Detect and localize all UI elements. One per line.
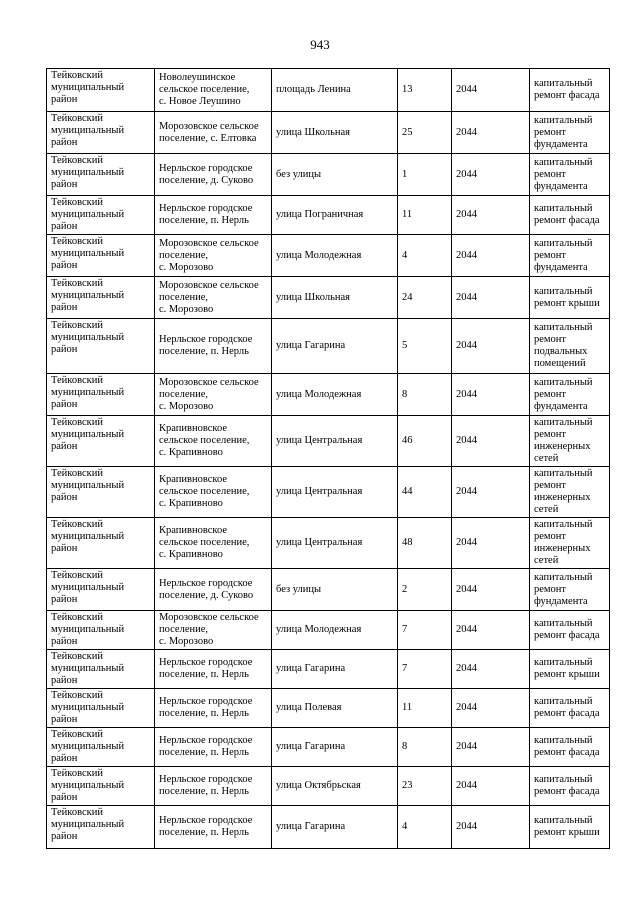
settlement-cell: Нерльское городское поселение, д. Суково: [155, 569, 272, 611]
work-type-cell: капитальный ремонт фундамента: [530, 112, 610, 154]
year-cell: 2044: [452, 154, 530, 196]
house-number-cell: 25: [398, 112, 452, 154]
settlement-cell: Морозовское сельское поселение, с. Морозово: [155, 374, 272, 416]
table-row: [47, 69, 610, 112]
year-cell: 2044: [452, 728, 530, 767]
street-cell: улица Гагарина: [272, 806, 398, 849]
house-number-cell: 23: [398, 767, 452, 806]
table-row: [47, 154, 610, 196]
settlement-cell: Крапивновское сельское поселение, с. Крапивново: [155, 518, 272, 569]
settlement-cell: Морозовское сельское поселение, с. Елтовка: [155, 112, 272, 154]
year-cell: 2044: [452, 196, 530, 235]
settlement-cell: Нерльское городское поселение, п. Нерль: [155, 319, 272, 374]
house-number-cell: 8: [398, 374, 452, 416]
work-type-cell: капитальный ремонт инженерных сетей: [530, 416, 610, 467]
table-row: [47, 806, 610, 849]
house-number-cell: 4: [398, 806, 452, 849]
year-cell: 2044: [452, 611, 530, 650]
street-cell: улица Гагарина: [272, 728, 398, 767]
work-type-cell: капитальный ремонт крыши: [530, 650, 610, 689]
settlement-cell: Морозовское сельское поселение, с. Морозово: [155, 235, 272, 277]
street-cell: улица Гагарина: [272, 319, 398, 374]
street-cell: улица Полевая: [272, 689, 398, 728]
work-type-cell: капитальный ремонт фасада: [530, 196, 610, 235]
table-row: [47, 689, 610, 728]
street-cell: улица Гагарина: [272, 650, 398, 689]
house-number-cell: 46: [398, 416, 452, 467]
work-type-cell: капитальный ремонт фундамента: [530, 154, 610, 196]
settlement-cell: Морозовское сельское поселение, с. Морозово: [155, 611, 272, 650]
settlement-cell: Нерльское городское поселение, п. Нерль: [155, 196, 272, 235]
district-cell: Тейковский муниципальный район: [47, 689, 155, 728]
table-row: [47, 235, 610, 277]
table-row: [47, 277, 610, 319]
district-cell: Тейковский муниципальный район: [47, 235, 155, 277]
street-cell: без улицы: [272, 154, 398, 196]
settlement-cell: Нерльское городское поселение, д. Суково: [155, 154, 272, 196]
district-cell: Тейковский муниципальный район: [47, 319, 155, 374]
street-cell: без улицы: [272, 569, 398, 611]
house-number-cell: 11: [398, 196, 452, 235]
work-type-cell: капитальный ремонт подвальных помещений: [530, 319, 610, 374]
district-cell: Тейковский муниципальный район: [47, 569, 155, 611]
settlement-cell: Нерльское городское поселение, п. Нерль: [155, 767, 272, 806]
year-cell: 2044: [452, 650, 530, 689]
settlement-cell: Нерльское городское поселение, п. Нерль: [155, 650, 272, 689]
district-cell: Тейковский муниципальный район: [47, 374, 155, 416]
table-row: [47, 569, 610, 611]
table-row: [47, 196, 610, 235]
year-cell: 2044: [452, 569, 530, 611]
year-cell: 2044: [452, 416, 530, 467]
street-cell: улица Молодежная: [272, 235, 398, 277]
year-cell: 2044: [452, 467, 530, 518]
street-cell: улица Школьная: [272, 112, 398, 154]
settlement-cell: Крапивновское сельское поселение, с. Крапивново: [155, 416, 272, 467]
district-cell: Тейковский муниципальный район: [47, 650, 155, 689]
table-row: [47, 467, 610, 518]
district-cell: Тейковский муниципальный район: [47, 767, 155, 806]
street-cell: улица Центральная: [272, 518, 398, 569]
street-cell: улица Молодежная: [272, 374, 398, 416]
street-cell: улица Октябрьская: [272, 767, 398, 806]
street-cell: улица Школьная: [272, 277, 398, 319]
work-type-cell: капитальный ремонт фасада: [530, 611, 610, 650]
settlement-cell: Нерльское городское поселение, п. Нерль: [155, 728, 272, 767]
house-number-cell: 5: [398, 319, 452, 374]
year-cell: 2044: [452, 112, 530, 154]
district-cell: Тейковский муниципальный район: [47, 467, 155, 518]
year-cell: 2044: [452, 518, 530, 569]
house-number-cell: 1: [398, 154, 452, 196]
settlement-cell: Нерльское городское поселение, п. Нерль: [155, 806, 272, 849]
year-cell: 2044: [452, 689, 530, 728]
settlement-cell: Крапивновское сельское поселение, с. Крапивново: [155, 467, 272, 518]
work-type-cell: капитальный ремонт инженерных сетей: [530, 467, 610, 518]
house-number-cell: 44: [398, 467, 452, 518]
settlement-cell: Нерльское городское поселение, п. Нерль: [155, 689, 272, 728]
district-cell: Тейковский муниципальный район: [47, 277, 155, 319]
district-cell: Тейковский муниципальный район: [47, 112, 155, 154]
house-number-cell: 8: [398, 728, 452, 767]
house-number-cell: 11: [398, 689, 452, 728]
table-row: [47, 416, 610, 467]
table-row: [47, 518, 610, 569]
district-cell: Тейковский муниципальный район: [47, 416, 155, 467]
settlement-cell: Новолеушинское сельское поселение, с. Новое Леушино: [155, 69, 272, 112]
work-type-cell: капитальный ремонт фундамента: [530, 374, 610, 416]
street-cell: улица Молодежная: [272, 611, 398, 650]
work-type-cell: капитальный ремонт фасада: [530, 728, 610, 767]
house-number-cell: 4: [398, 235, 452, 277]
house-number-cell: 7: [398, 650, 452, 689]
district-cell: Тейковский муниципальный район: [47, 154, 155, 196]
district-cell: Тейковский муниципальный район: [47, 611, 155, 650]
year-cell: 2044: [452, 235, 530, 277]
page-number: 943: [310, 37, 330, 52]
work-type-cell: капитальный ремонт фасада: [530, 689, 610, 728]
work-type-cell: капитальный ремонт крыши: [530, 277, 610, 319]
year-cell: 2044: [452, 319, 530, 374]
table-row: [47, 374, 610, 416]
table-row: [47, 319, 610, 374]
table-row: [47, 767, 610, 806]
district-cell: Тейковский муниципальный район: [47, 728, 155, 767]
year-cell: 2044: [452, 374, 530, 416]
street-cell: улица Центральная: [272, 467, 398, 518]
district-cell: Тейковский муниципальный район: [47, 518, 155, 569]
house-number-cell: 7: [398, 611, 452, 650]
year-cell: 2044: [452, 767, 530, 806]
table-row: [47, 650, 610, 689]
district-cell: Тейковский муниципальный район: [47, 806, 155, 849]
year-cell: 2044: [452, 277, 530, 319]
house-number-cell: 48: [398, 518, 452, 569]
house-number-cell: 24: [398, 277, 452, 319]
work-type-cell: капитальный ремонт фундамента: [530, 569, 610, 611]
work-type-cell: капитальный ремонт фасада: [530, 767, 610, 806]
house-number-cell: 2: [398, 569, 452, 611]
work-type-cell: капитальный ремонт фундамента: [530, 235, 610, 277]
street-cell: площадь Ленина: [272, 69, 398, 112]
table-row: [47, 728, 610, 767]
house-number-cell: 13: [398, 69, 452, 112]
settlement-cell: Морозовское сельское поселение, с. Морозово: [155, 277, 272, 319]
street-cell: улица Центральная: [272, 416, 398, 467]
table-body: [47, 69, 610, 849]
work-type-cell: капитальный ремонт инженерных сетей: [530, 518, 610, 569]
year-cell: 2044: [452, 806, 530, 849]
district-cell: Тейковский муниципальный район: [47, 196, 155, 235]
work-type-cell: капитальный ремонт крыши: [530, 806, 610, 849]
repair-schedule-table: [46, 68, 610, 849]
district-cell: Тейковский муниципальный район: [47, 69, 155, 112]
table-row: [47, 611, 610, 650]
table-row: [47, 112, 610, 154]
street-cell: улица Пограничная: [272, 196, 398, 235]
work-type-cell: капитальный ремонт фасада: [530, 69, 610, 112]
year-cell: 2044: [452, 69, 530, 112]
